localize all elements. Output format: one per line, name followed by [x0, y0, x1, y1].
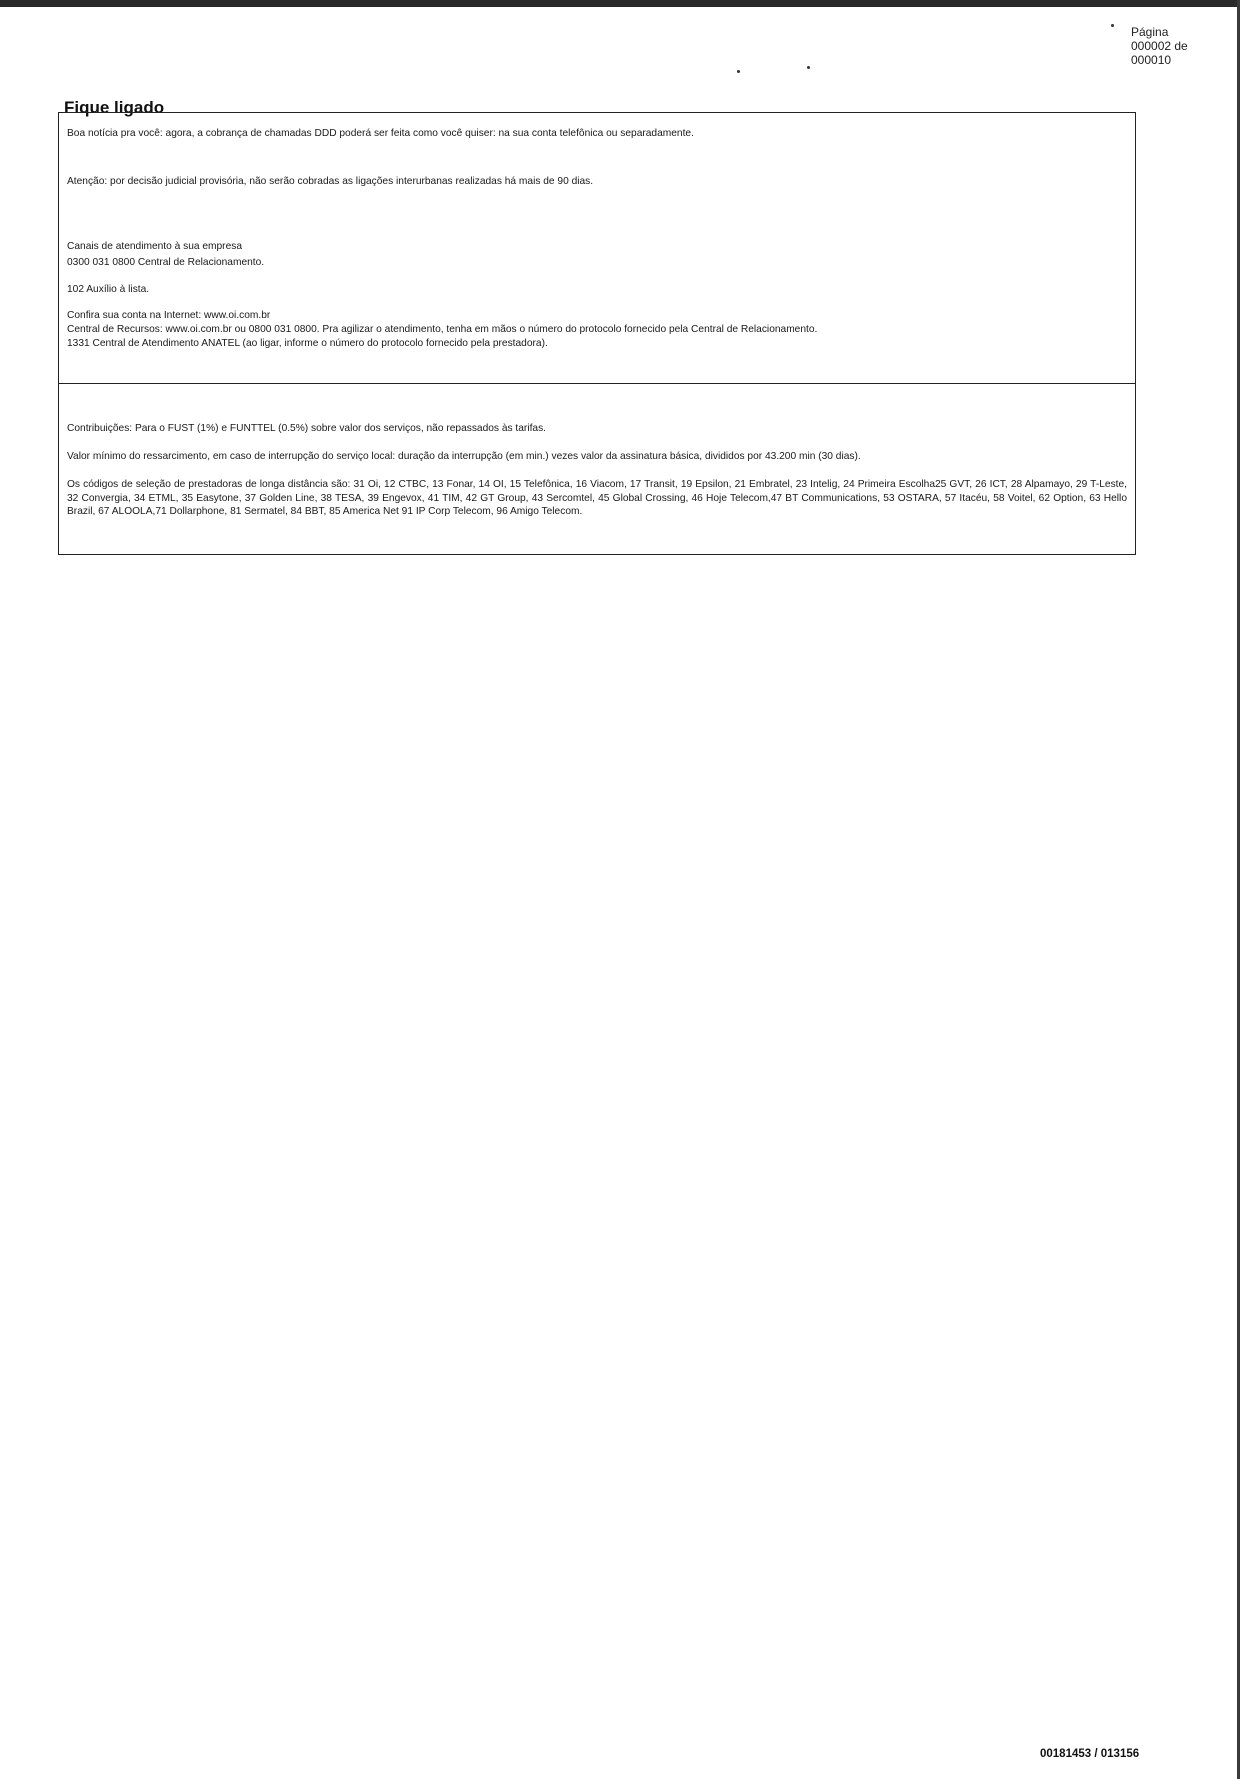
page-total: 000010 — [1131, 53, 1172, 67]
anatel-center: 1331 Central de Atendimento ANATEL (ao ligar, informe o número do protocolo fornecido pela prestadora). — [67, 338, 548, 349]
notice-attention: Atenção: por decisão judicial provisória, não serão cobradas as ligações interurbanas realizadas há mais de 90 dias. — [67, 176, 594, 187]
scan-speck — [737, 70, 740, 73]
notice-good-news: Boa notícia pra você: agora, a cobrança de chamadas DDD poderá ser feita como você quiser: na sua conta telefônica ou separadamente. — [67, 128, 694, 139]
info-box-regulatory — [58, 383, 1136, 555]
page-current: 000002 de — [1131, 39, 1188, 53]
section-title: Fique ligado — [64, 98, 165, 117]
support-channel-phone: 0300 031 0800 Central de Relacionamento. — [67, 257, 265, 268]
contributions-note: Contribuições: Para o FUST (1%) e FUNTTEL (0.5%) sobre valor dos serviços, não repassados às tarifas. — [67, 423, 547, 434]
directory-assistance: 102 Auxílio à lista. — [67, 284, 150, 295]
scan-edge-top — [0, 0, 1240, 7]
document-code: 00181453 / 013156 — [1040, 1748, 1140, 1760]
page-label: Página — [1131, 25, 1169, 39]
info-box-contact — [58, 112, 1136, 384]
scan-speck — [1111, 24, 1114, 27]
minimum-refund-note: Valor mínimo do ressarcimento, em caso de interrupção do serviço local: duração da interrupção (em min.) vezes valor da assinatura básica, divididos por 43.200 min (30 dias). — [67, 451, 861, 462]
support-channels-heading: Canais de atendimento à sua empresa — [67, 241, 242, 252]
scan-speck — [807, 66, 810, 69]
page-number — [1131, 25, 1231, 67]
appeals-center: Central de Recursos: www.oi.com.br ou 0800 031 0800. Pra agilizar o atendimento, tenha em mãos o número do protocolo fornecido pela Central de Relacionamento. — [67, 324, 818, 335]
online-bill-link: Confira sua conta na Internet: www.oi.com.br — [67, 310, 271, 321]
carrier-codes-list: Os códigos de seleção de prestadoras de longa distância são: 31 Oi, 12 CTBC, 13 Fonar, 14 OI, 15 Telefônica, 16 Viacom, 17 Transit, 19 Epsilon, 21 Embratel, 23 Intelig, 24 Primeira Escolha25 GVT, 26 ICT, 28 Alpamayo, 29 T-Leste, 32 Convergia, 34 ETML, 35 Easytone, 37 Golden Line, 38 TESA, 39 Engevox, 41 TIM, 42 GT Group, 43 Sercomtel, 45 Global Crossing, 46 Hoje Telecom,47 BT Communications, 53 OSTARA, 57 Itacéu, 58 Voitel, 62 Option, 63 Hello Brazil, 67 ALOOLA,71 Dollarphone, 81 Sermatel, 84 BBT, 85 America Net 91 IP Corp Telecom, 96 Amigo Telecom. — [67, 479, 1127, 518]
